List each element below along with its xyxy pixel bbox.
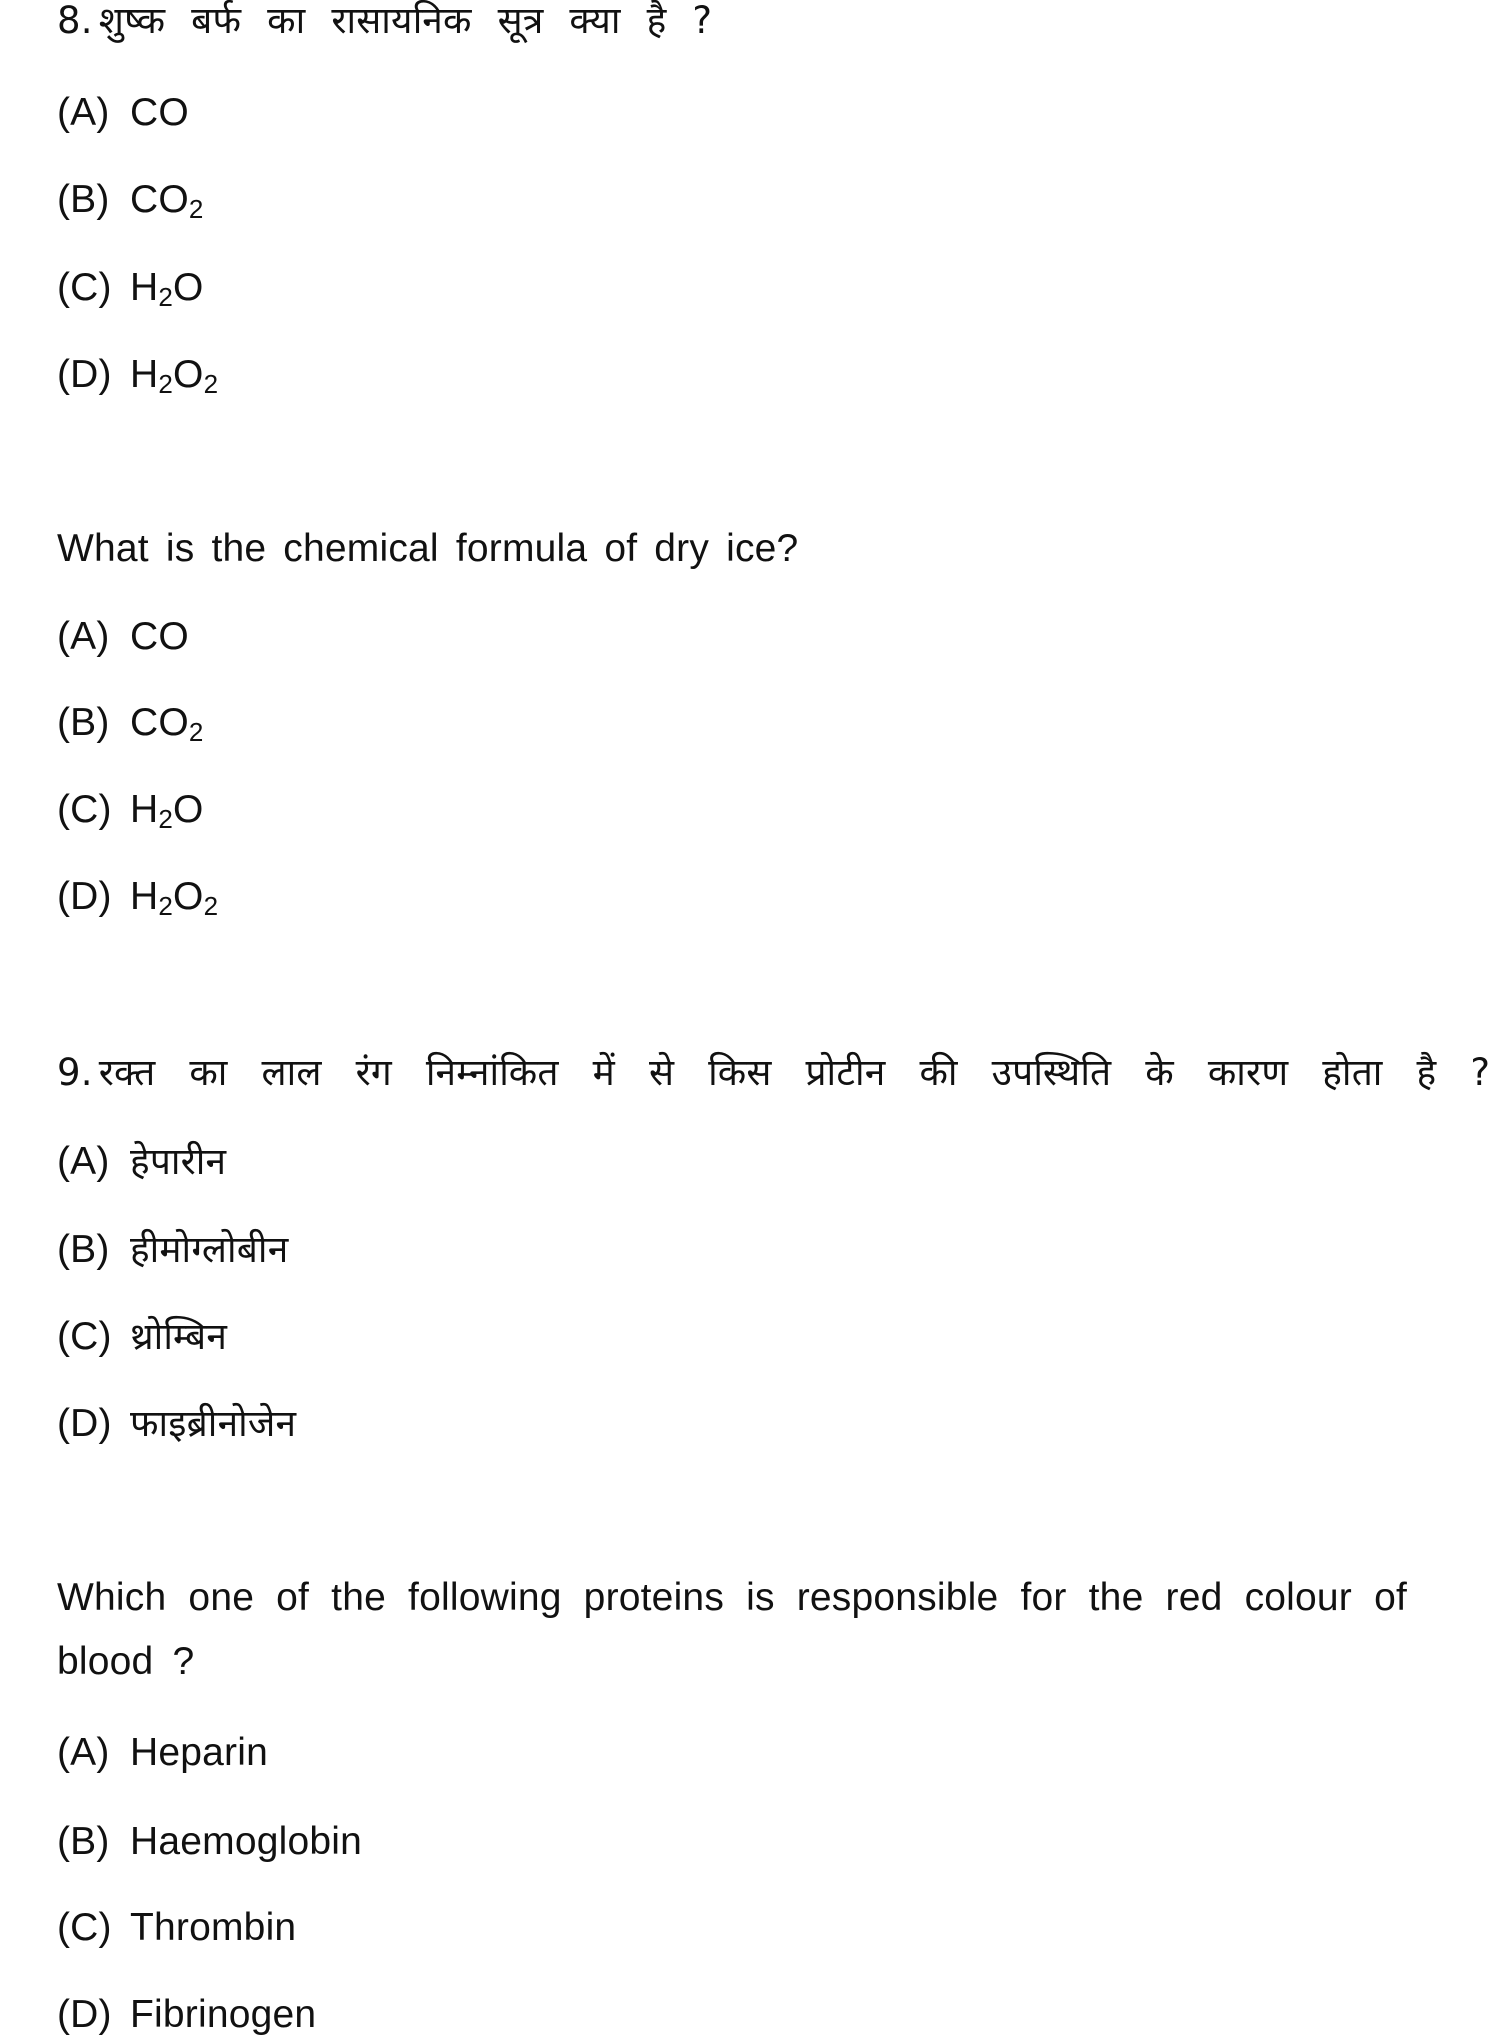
q9-hindi-question xyxy=(57,1051,1491,1094)
q9-english-option-a xyxy=(57,1733,268,1772)
q9-english-option-c xyxy=(57,1908,296,1947)
question-number: 9. xyxy=(57,1051,93,1094)
option-label: (B) xyxy=(57,1820,110,1863)
option-label: (A) xyxy=(57,91,110,134)
q8-english-option-c xyxy=(57,788,204,834)
q9-hindi-option-d xyxy=(57,1404,296,1443)
option-text: $H_2O_2$ xyxy=(130,875,219,921)
option-text: $H_2O$ xyxy=(130,788,204,834)
question-text: शुष्क बर्फ का रासायनिक सूत्र क्या है ? xyxy=(98,0,713,42)
q8-english-question: What is the chemical formula of dry ice? xyxy=(57,527,799,570)
option-text: $H_2O$ xyxy=(130,266,204,312)
option-label: (D) xyxy=(57,1993,112,2036)
option-label: (D) xyxy=(57,875,112,918)
option-label: (A) xyxy=(57,615,110,658)
option-text: Haemoglobin xyxy=(130,1820,363,1863)
q8-english-option-d xyxy=(57,875,219,921)
q8-hindi-option-b xyxy=(57,178,204,224)
q8-hindi-option-d xyxy=(57,353,219,399)
q9-hindi-option-b xyxy=(57,1230,288,1269)
option-text: Thrombin xyxy=(130,1906,297,1949)
option-label: (D) xyxy=(57,353,112,396)
option-text: $CO_2$ xyxy=(130,178,204,224)
q8-hindi-option-a xyxy=(57,93,189,132)
option-label: (B) xyxy=(57,178,110,221)
option-label: (A) xyxy=(57,1140,110,1183)
q9-english-question: Which one of the following proteins is responsible for the red colour of blood ? xyxy=(57,1576,1407,1683)
option-text: $H_2O_2$ xyxy=(130,353,219,399)
option-label: (C) xyxy=(57,788,112,831)
option-text: थ्रोम्बिन xyxy=(130,1315,228,1358)
option-text: Fibrinogen xyxy=(130,1993,317,2036)
option-label: (B) xyxy=(57,701,110,744)
q9-hindi-option-a xyxy=(57,1142,226,1181)
option-text: हेपारीन xyxy=(130,1140,227,1183)
option-text: $CO_2$ xyxy=(130,701,204,747)
option-label: (A) xyxy=(57,1731,110,1774)
q9-hindi-option-c xyxy=(57,1317,227,1356)
option-label: (C) xyxy=(57,1315,112,1358)
q9-english-option-b xyxy=(57,1822,362,1861)
question-number: 8. xyxy=(57,0,93,42)
option-text: Heparin xyxy=(130,1731,268,1774)
option-label: (D) xyxy=(57,1402,112,1445)
option-text: CO xyxy=(130,615,189,658)
option-text: हीमोग्लोबीन xyxy=(130,1228,289,1271)
option-label: (C) xyxy=(57,266,112,309)
q9-english-option-d xyxy=(57,1995,316,2034)
option-text: फाइब्रीनोजेन xyxy=(130,1402,297,1445)
q8-hindi-question xyxy=(57,0,713,42)
q8-english-option-a xyxy=(57,617,189,656)
question-text: रक्त का लाल रंग निम्नांकित में से किस प्रोटीन की उपस्थिति के कारण होता है ? xyxy=(98,1051,1491,1094)
q8-english-option-b xyxy=(57,701,204,747)
option-label: (B) xyxy=(57,1228,110,1271)
option-text: CO xyxy=(130,91,189,134)
option-label: (C) xyxy=(57,1906,112,1949)
q8-hindi-option-c xyxy=(57,266,204,312)
